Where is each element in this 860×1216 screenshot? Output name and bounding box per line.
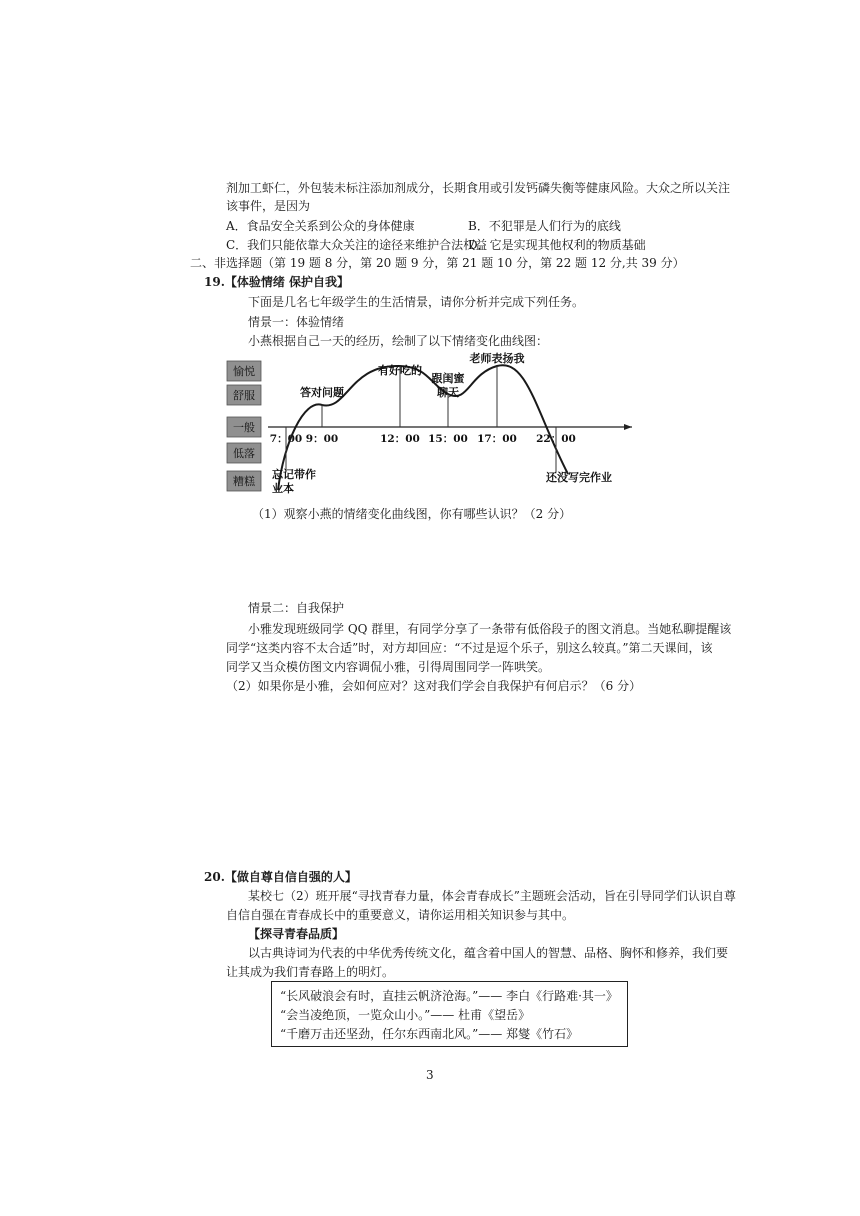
x-tick-label-5: 22：00: [536, 433, 576, 445]
event-label-5: 还没写完作业: [546, 471, 612, 484]
page-number: 3: [426, 1068, 434, 1082]
q20-sub-line-2: 让其成为我们青春路上的明灯。: [226, 965, 395, 979]
x-tick-label-3: 15：00: [428, 433, 468, 445]
x-tick-label-0: 7：00: [269, 433, 303, 445]
q19-scene2-line-2: 同学“这类内容不太合适”时，对方却回应：“不过是逗个乐子，别这么较真。”第二天课间，该: [226, 641, 713, 655]
q19-scene2-title: 情景二：自我保护: [248, 601, 345, 615]
x-tick-label-2: 12：00: [380, 433, 420, 445]
q18-option-c: C．我们只能依靠大众关注的途径来维护合法权益: [226, 238, 488, 252]
q20-title: 20.【做自尊自信自强的人】: [204, 870, 357, 884]
q19-task-2: （2）如果你是小雅，会如何应对？这对我们学会自我保护有何启示？（6 分）: [226, 679, 642, 693]
q18-option-b: B．不犯罪是人们行为的底线: [468, 219, 621, 233]
event-label-4: 老师表扬我: [469, 352, 525, 365]
q20-sub-title: 【探寻青春品质】: [248, 927, 345, 941]
event-label-2: 有好吃的: [378, 364, 422, 377]
mood-curve-line: [278, 365, 568, 490]
poem-quote-1: “长风破浪会有时，直挂云帆济沧海。”—— 李白《行路难·其一》: [280, 989, 618, 1003]
q20-intro-line-1: 某校七（2）班开展“寻找青春力量，体会青春成长”主题班会活动，旨在引导同学们认识自尊: [248, 889, 736, 903]
section-2-heading: 二、非选择题（第 19 题 8 分，第 20 题 9 分，第 21 题 10 分，第 22 题 12 分,共 39 分）: [190, 256, 685, 270]
poem-quote-3: “千磨万击还坚劲，任尔东西南北风。”—— 郑燮《竹石》: [280, 1027, 579, 1041]
q18-stem-line-2: 该事件，是因为: [226, 199, 311, 213]
q20-sub-line-1: 以古典诗词为代表的中华优秀传统文化，蕴含着中国人的智慧、品格、胸怀和修养，我们要: [248, 946, 729, 960]
q19-title: 19.【体验情绪 保护自我】: [204, 275, 350, 289]
mood-level-label-2: 一般: [233, 421, 255, 434]
poem-quote-2: “会当凌绝顶，一览众山小。”—— 杜甫《望岳》: [280, 1008, 531, 1022]
event-label-1: 答对问题: [300, 386, 344, 399]
mood-level-label-0: 愉悦: [233, 365, 255, 378]
q19-task-1: （1）观察小燕的情绪变化曲线图，你有哪些认识？（2 分）: [252, 507, 572, 521]
q19-scene2-line-3: 同学又当众模仿图文内容调侃小雅，引得周围同学一阵哄笑。: [226, 660, 551, 674]
mood-level-label-1: 舒服: [233, 389, 255, 402]
event-label-0: 忘记带作业本: [272, 468, 316, 495]
q18-option-d: D．它是实现其他权利的物质基础: [468, 238, 646, 252]
q19-scene2-line-1: 小雅发现班级同学 QQ 群里，有同学分享了一条带有低俗段子的图文消息。当她私聊提醒该: [248, 622, 732, 636]
q18-option-a: A．食品安全关系到公众的身体健康: [226, 219, 415, 233]
q19-scene1-title: 情景一：体验情绪: [248, 315, 345, 329]
x-tick-label-4: 17：00: [477, 433, 517, 445]
q20-intro-line-2: 自信自强在青春成长中的重要意义，请你运用相关知识参与其中。: [226, 908, 575, 922]
poem-quote-box: [271, 981, 628, 1047]
q19-intro: 下面是几名七年级学生的生活情景，请你分析并完成下列任务。: [248, 295, 585, 309]
x-tick-label-1: 9：00: [305, 433, 339, 445]
mood-level-label-3: 低落: [233, 447, 255, 460]
mood-level-label-4: 糟糕: [233, 475, 255, 488]
q19-scene1-text: 小燕根据自己一天的经历，绘制了以下情绪变化曲线图：: [248, 334, 549, 348]
event-label-3: 跟闺蜜聊天: [431, 372, 465, 399]
q18-stem-line-1: 剂加工虾仁，外包装未标注添加剂成分，长期食用或引发钙磷失衡等健康风险。大众之所以关注: [226, 181, 731, 195]
time-axis-arrow: [624, 424, 632, 430]
